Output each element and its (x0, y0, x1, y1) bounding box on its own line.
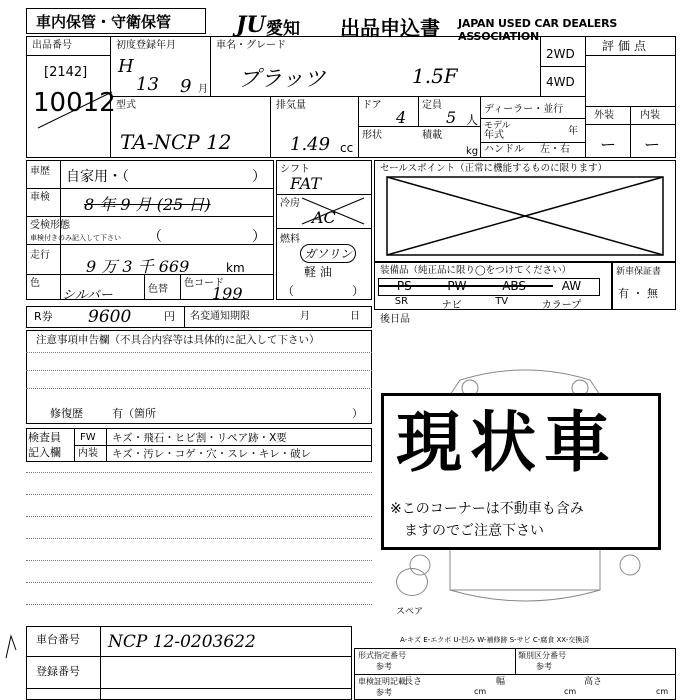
repair-close: ） (352, 407, 363, 420)
doors-label: ドア (362, 100, 382, 111)
shift-value: FAT (290, 174, 322, 193)
drive-4wd: 4WD (546, 75, 575, 89)
inspection-value: 8 年 9 月 (25 日) (84, 195, 211, 214)
sales-point-cross (386, 176, 664, 256)
spec-cert: 車検証明記載 (358, 677, 406, 686)
spec-width: 幅 (496, 677, 506, 687)
car-name: プラッツ (238, 67, 326, 92)
repair-value: 有（箇所 (112, 407, 156, 420)
stamp-note-1: ※このコーナーは不動車も含み (390, 501, 584, 517)
dealer-year-unit: 年 (568, 126, 578, 137)
spec-type-ref: 参考 (376, 662, 392, 671)
spec-height: 高さ (584, 677, 603, 687)
inspector-fw: FW (80, 432, 96, 443)
color-code: 199 (212, 284, 243, 303)
repair-label: 修復歴 (50, 407, 83, 420)
load-label: 積載 (422, 130, 442, 141)
first-reg-label: 初度登録年月 (116, 40, 176, 51)
dealer-parallel: ディーラー・並行 (484, 104, 564, 115)
spec-class-ref: 参考 (536, 662, 552, 671)
inspector-label-2: 記入欄 (28, 446, 61, 459)
lot-slash (36, 90, 116, 130)
lot-code: [2142] (44, 65, 88, 80)
model-label: 型式 (116, 100, 136, 111)
fuel-value: ガソリン (300, 244, 356, 263)
displacement-unit: cc (340, 141, 354, 155)
equip-tv: TV (495, 296, 509, 307)
stamp-main: 現状車 (396, 404, 618, 481)
history-label: 車歴 (30, 166, 50, 177)
color-code-label: 色コード (184, 278, 224, 289)
inspector-int: 内装 (78, 448, 98, 459)
equipment-row1 (378, 278, 600, 296)
inspector-fw-text: キズ・飛石・ヒビ割・リペア跡・X要 (112, 432, 287, 444)
receipt-paren-open: （ (148, 229, 162, 245)
spec-width-unit: cm (564, 687, 577, 696)
load-unit: kg (466, 146, 479, 157)
equip-ps: PS (396, 279, 412, 293)
name-change-label: 名変通知期限 (190, 311, 250, 322)
aircon-strike (300, 196, 366, 226)
rating-label: 評価点 (602, 39, 651, 53)
color-value: シルバー (62, 288, 113, 303)
fuel-paren-open: （ (282, 284, 295, 298)
tax-value: 9600 (88, 307, 132, 327)
equip-aw: AW (561, 279, 582, 293)
dealer-lr: 左・右 (540, 144, 570, 155)
spec-type-no: 形式指定番号 (358, 651, 406, 660)
car-name-label: 車名・グレード (216, 40, 286, 51)
aircon-value: AC (312, 208, 336, 227)
equip-navi: ナビ (441, 300, 462, 311)
equipment-row2 (378, 296, 598, 310)
equip-color: カラープ (541, 300, 582, 311)
drive-2wd: 2WD (546, 47, 575, 61)
spec-length-unit: cm (474, 687, 487, 696)
sales-point-label: セールスポイント（正常に機能するものに限ります） (380, 163, 608, 174)
receipt-label: 受検形態 (30, 220, 70, 231)
reg-number-label: 登録番号 (36, 665, 80, 678)
spare-circle (396, 568, 428, 596)
dealer-year: 年式 (484, 130, 504, 141)
tax-label: R券 (34, 310, 53, 323)
dealer-handle: ハンドル (484, 144, 524, 155)
inspector-int-text: キズ・汚レ・コゲ・穴・スレ・キレ・破レ (112, 448, 312, 460)
displacement-label: 排気量 (276, 100, 306, 111)
warranty-label: 新車保証書 (616, 267, 662, 277)
car-grade: 1.5F (412, 64, 458, 88)
color-label: 色 (30, 278, 40, 289)
spare-label: スペア (396, 607, 424, 617)
model-value: TA-NCP 12 (120, 130, 232, 154)
color-change-label: 色替 (148, 284, 168, 295)
mileage-value: 9 万 3 千 669 (86, 257, 190, 276)
equipment-label: 装備品（純正品に限り◯をつけてください） (380, 265, 572, 276)
lot-label: 出品番号 (32, 40, 72, 51)
pen-mark (4, 632, 18, 660)
lot-number: 10012 (33, 88, 116, 118)
warranty-value: 有 ・ 無 (618, 287, 658, 300)
fuel-alt: 軽 油 (304, 265, 332, 279)
ju-logo: JU (236, 12, 266, 38)
first-reg-month-unit: 月 (198, 84, 208, 95)
first-reg-year: 13 (136, 74, 159, 95)
mileage-label: 走行 (30, 250, 50, 261)
receipt-paren-close: ） (252, 229, 266, 245)
aircon-label: 冷房 (280, 198, 300, 209)
history-value: 自家用・（ (66, 169, 129, 185)
name-change-day: 日 (350, 311, 360, 322)
shape-label: 形状 (362, 130, 382, 141)
rating-interior-label: 内装 (640, 110, 660, 121)
capacity-label: 定員 (422, 100, 442, 111)
shift-label: シフト (280, 164, 310, 175)
equip-pw: PW (447, 279, 467, 293)
equip-sr: SR (394, 296, 409, 307)
spec-height-unit: cm (656, 687, 669, 696)
capacity-value: 5 (446, 108, 457, 127)
assoc-name: JAPAN USED CAR DEALERS ASSOCIATION (458, 17, 618, 43)
spec-class-no: 類別区分番号 (518, 651, 566, 660)
fuel-paren-close: ） (352, 284, 365, 298)
org-name: 愛知 (266, 19, 300, 39)
rating-exterior-value: ー (600, 135, 617, 154)
inspector-label-1: 検査員 (28, 431, 61, 444)
form-title: 出品申込書 (340, 16, 440, 40)
mileage-unit: km (226, 261, 245, 275)
first-reg-month: 9 (180, 76, 192, 97)
fuel-label: 燃料 (280, 234, 300, 245)
spec-cert-ref: 参考 (376, 688, 392, 697)
inspection-label: 車検 (30, 192, 50, 203)
receipt-note: 車検付きのみ記入して下さい (30, 234, 121, 242)
name-change-month: 月 (300, 311, 310, 322)
first-reg-era: H (118, 56, 134, 77)
equip-abs: ABS (502, 279, 527, 293)
aftermarket-label: 後日品 (380, 314, 410, 325)
warning-label: 注意事項申告欄（不具合内容等は具体的に記入して下さい） (36, 334, 320, 346)
dealer-model: モデル (484, 121, 511, 131)
damage-legend: A-キズ E-エクボ U-凹み W-補修跡 S-サビ C-腐食 XX-交換済 (400, 636, 590, 644)
chassis-label: 車台番号 (36, 633, 80, 646)
rating-exterior-label: 外装 (594, 110, 614, 121)
rating-interior-value: ー (644, 135, 661, 154)
chassis-value: NCP 12-0203622 (108, 632, 256, 652)
stamp-note-2: ますのでご注意下さい (404, 523, 544, 539)
doors-value: 4 (396, 108, 407, 127)
spec-length: 長さ (404, 677, 423, 687)
equipment-row1-strike (378, 285, 553, 287)
history-close: ） (252, 169, 266, 185)
storage-label: 車内保管・守衛保管 (36, 13, 172, 31)
displacement-value: 1.49 (290, 134, 331, 155)
capacity-unit: 人 (466, 113, 479, 127)
tax-unit: 円 (164, 310, 175, 323)
